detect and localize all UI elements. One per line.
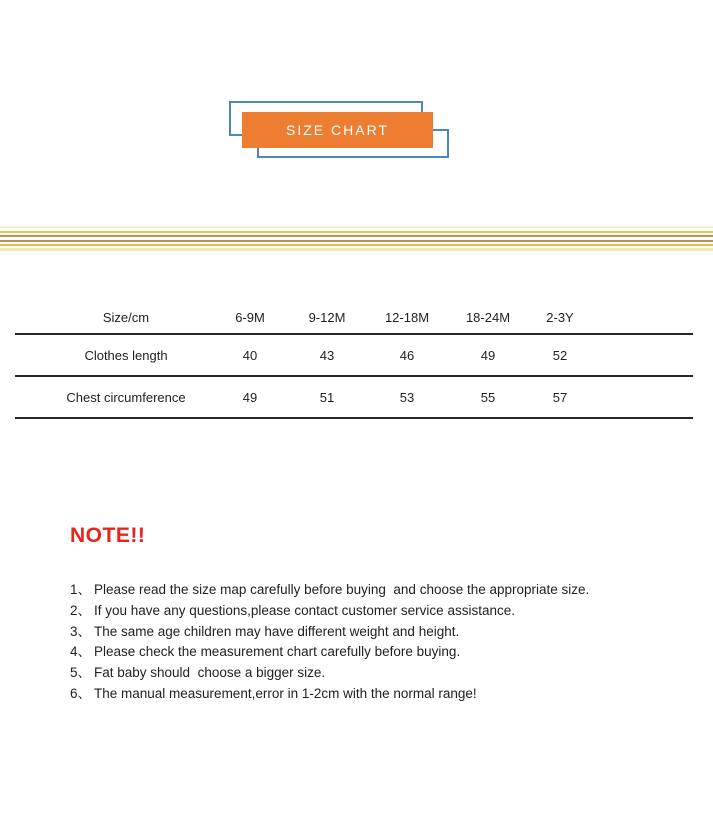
table-cell: 49 [211, 376, 289, 418]
size-table [15, 302, 693, 419]
list-item [70, 622, 670, 643]
table-cell: 57 [527, 376, 593, 418]
list-item-text: Please check the measurement chart carefully before buying. [94, 644, 461, 660]
note-heading: NOTE!! [70, 524, 146, 547]
row-label: Chest circumference [15, 376, 211, 418]
list-item-marker: 6、 [70, 685, 92, 701]
divider-stripe [0, 226, 713, 228]
column-header-size: Size/cm [15, 302, 211, 334]
column-header-6-9m: 6-9M [211, 302, 289, 334]
list-item-text: Please read the size map carefully before buying and choose the appropriate size. [94, 582, 590, 597]
list-item-marker: 4、 [70, 644, 92, 660]
table-cell: 51 [289, 376, 365, 418]
table-row [15, 334, 693, 376]
list-item [70, 642, 670, 663]
list-item-marker: 1、 [70, 582, 92, 597]
list-item-text: If you have any questions,please contact customer service assistance. [94, 602, 515, 618]
divider-stripe [0, 248, 713, 251]
list-item-text: Fat baby should choose a bigger size. [94, 665, 326, 681]
list-item-text: The same age children may have different weight and height. [94, 623, 460, 639]
list-item [70, 601, 670, 622]
table-header-row [15, 302, 693, 334]
divider-stripe [0, 235, 713, 237]
list-item-text: The manual measurement,error in 1-2cm with the normal range! [94, 685, 477, 701]
table-cell: 55 [449, 376, 527, 418]
table-cell: 46 [365, 334, 449, 376]
note-list [70, 580, 670, 705]
table-cell: 40 [211, 334, 289, 376]
list-item [70, 663, 670, 684]
column-header-9-12m: 9-12M [289, 302, 365, 334]
size-chart-banner [242, 112, 433, 148]
divider-stripe [0, 231, 713, 233]
table-cell: 53 [365, 376, 449, 418]
filler-cell [593, 302, 693, 334]
table-cell: 43 [289, 334, 365, 376]
table-row [15, 376, 693, 418]
list-item-marker: 5、 [70, 665, 92, 681]
banner-title: SIZE CHART [286, 122, 389, 138]
table-cell: 49 [449, 334, 527, 376]
list-item [70, 684, 670, 705]
list-item [70, 580, 670, 601]
column-header-2-3y: 2-3Y [527, 302, 593, 334]
column-header-18-24m: 18-24M [449, 302, 527, 334]
table-cell: 52 [527, 334, 593, 376]
row-label: Clothes length [15, 334, 211, 376]
filler-cell [593, 334, 693, 376]
divider-stripe [0, 240, 713, 242]
list-item-marker: 2、 [70, 602, 92, 618]
divider-stripe [0, 244, 713, 246]
column-header-12-18m: 12-18M [365, 302, 449, 334]
list-item-marker: 3、 [70, 623, 92, 639]
filler-cell [593, 376, 693, 418]
